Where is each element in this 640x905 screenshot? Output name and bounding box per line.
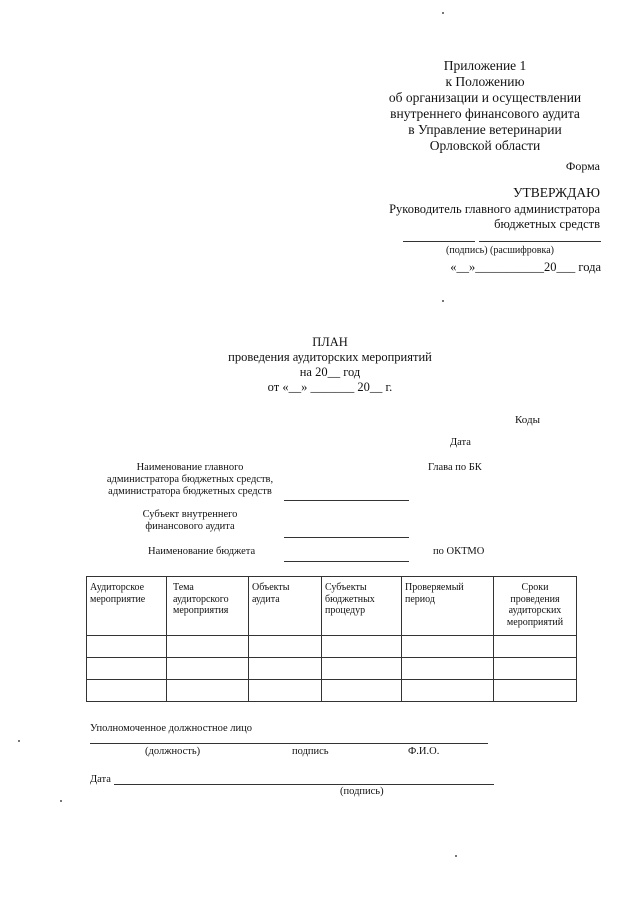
table-row (87, 658, 577, 680)
table-cell[interactable] (322, 658, 402, 680)
glava-label: Глава по БК (428, 462, 482, 473)
footer-date-line[interactable] (114, 784, 494, 785)
appendix-line: к Положению (445, 74, 525, 89)
codes-title: Коды (515, 414, 540, 426)
subject-input-line[interactable] (284, 537, 409, 538)
approval-head (340, 202, 600, 232)
appendix-header (360, 58, 610, 154)
budget-label: Наименование бюджета (148, 546, 256, 557)
admin-label-line: администратора бюджетных средств (108, 486, 272, 497)
name-caption: Ф.И.О. (408, 746, 440, 757)
appendix-line: об организации и осуществлении (388, 90, 582, 105)
scan-speck (455, 855, 457, 857)
table-cell[interactable] (402, 636, 494, 658)
footer-date-label: Дата (90, 774, 111, 785)
table-cell[interactable] (249, 636, 322, 658)
appendix-line: Орловской области (429, 138, 541, 153)
admin-label (90, 462, 290, 498)
form-label: Форма (565, 159, 600, 173)
plan-title: ПЛАН (312, 335, 348, 349)
table-cell[interactable] (249, 658, 322, 680)
table-cell[interactable] (322, 680, 402, 702)
scan-speck (442, 300, 444, 302)
admin-label-line: администратора бюджетных средств, (106, 474, 274, 485)
appendix-line: внутреннего финансового аудита (390, 106, 580, 121)
column-header: Объекты аудита (249, 577, 322, 636)
table-cell[interactable] (167, 636, 249, 658)
audit-plan-table (86, 576, 577, 702)
subject-label-line: финансового аудита (145, 521, 235, 532)
subject-label-line: Субъект внутреннего (142, 509, 238, 520)
signature-caption: подпись (292, 746, 329, 757)
subject-label (130, 509, 250, 533)
scan-speck (442, 12, 444, 14)
oktmo-label: по ОКТМО (433, 546, 485, 557)
approval-signature-caption: (подпись) (расшифровка) (446, 245, 554, 256)
official-input-line[interactable] (90, 743, 488, 744)
column-header: Сроки проведения аудиторских мероприятий (494, 577, 577, 636)
plan-date: от «__» _______ 20__ г. (267, 380, 393, 394)
table-cell[interactable] (87, 680, 167, 702)
table-cell[interactable] (167, 658, 249, 680)
transcript-line[interactable] (479, 241, 601, 242)
table-cell[interactable] (322, 636, 402, 658)
table-cell[interactable] (87, 636, 167, 658)
table-cell[interactable] (402, 680, 494, 702)
column-header: Проверяемый период (402, 577, 494, 636)
table-cell[interactable] (87, 658, 167, 680)
approval-head-line1: Руководитель главного администратора (389, 202, 600, 216)
column-header: Субъекты бюджетных процедур (322, 577, 402, 636)
table-cell[interactable] (249, 680, 322, 702)
table-cell[interactable] (167, 680, 249, 702)
column-header: Тема аудиторского мероприятия (167, 577, 249, 636)
signature-line[interactable] (403, 241, 475, 242)
plan-subtitle: проведения аудиторских мероприятий (228, 350, 432, 364)
scan-speck (18, 740, 20, 742)
footer-signature-caption: (подпись) (340, 786, 384, 797)
scan-speck (60, 800, 62, 802)
approval-date-line: «__»___________20___ года (450, 260, 601, 274)
appendix-line: в Управление ветеринарии (408, 122, 562, 137)
table-cell[interactable] (494, 658, 577, 680)
table-cell[interactable] (402, 658, 494, 680)
budget-input-line[interactable] (284, 561, 409, 562)
approval-title: УТВЕРЖДАЮ (512, 185, 600, 200)
table-cell[interactable] (494, 636, 577, 658)
admin-label-line: Наименование главного (136, 462, 244, 473)
plan-year: на 20__ год (299, 365, 361, 379)
official-label: Уполномоченное должностное лицо (90, 723, 252, 734)
table-row (87, 680, 577, 702)
table-header-row (87, 577, 577, 636)
admin-input-line[interactable] (284, 500, 409, 501)
position-caption: (должность) (145, 746, 201, 757)
column-header: Аудиторское мероприятие (87, 577, 167, 636)
table-cell[interactable] (494, 680, 577, 702)
table-row (87, 636, 577, 658)
codes-date-label: Дата (450, 437, 471, 448)
appendix-line: Приложение 1 (443, 58, 527, 73)
plan-title-block (210, 335, 450, 395)
approval-head-line2: бюджетных средств (494, 217, 600, 231)
